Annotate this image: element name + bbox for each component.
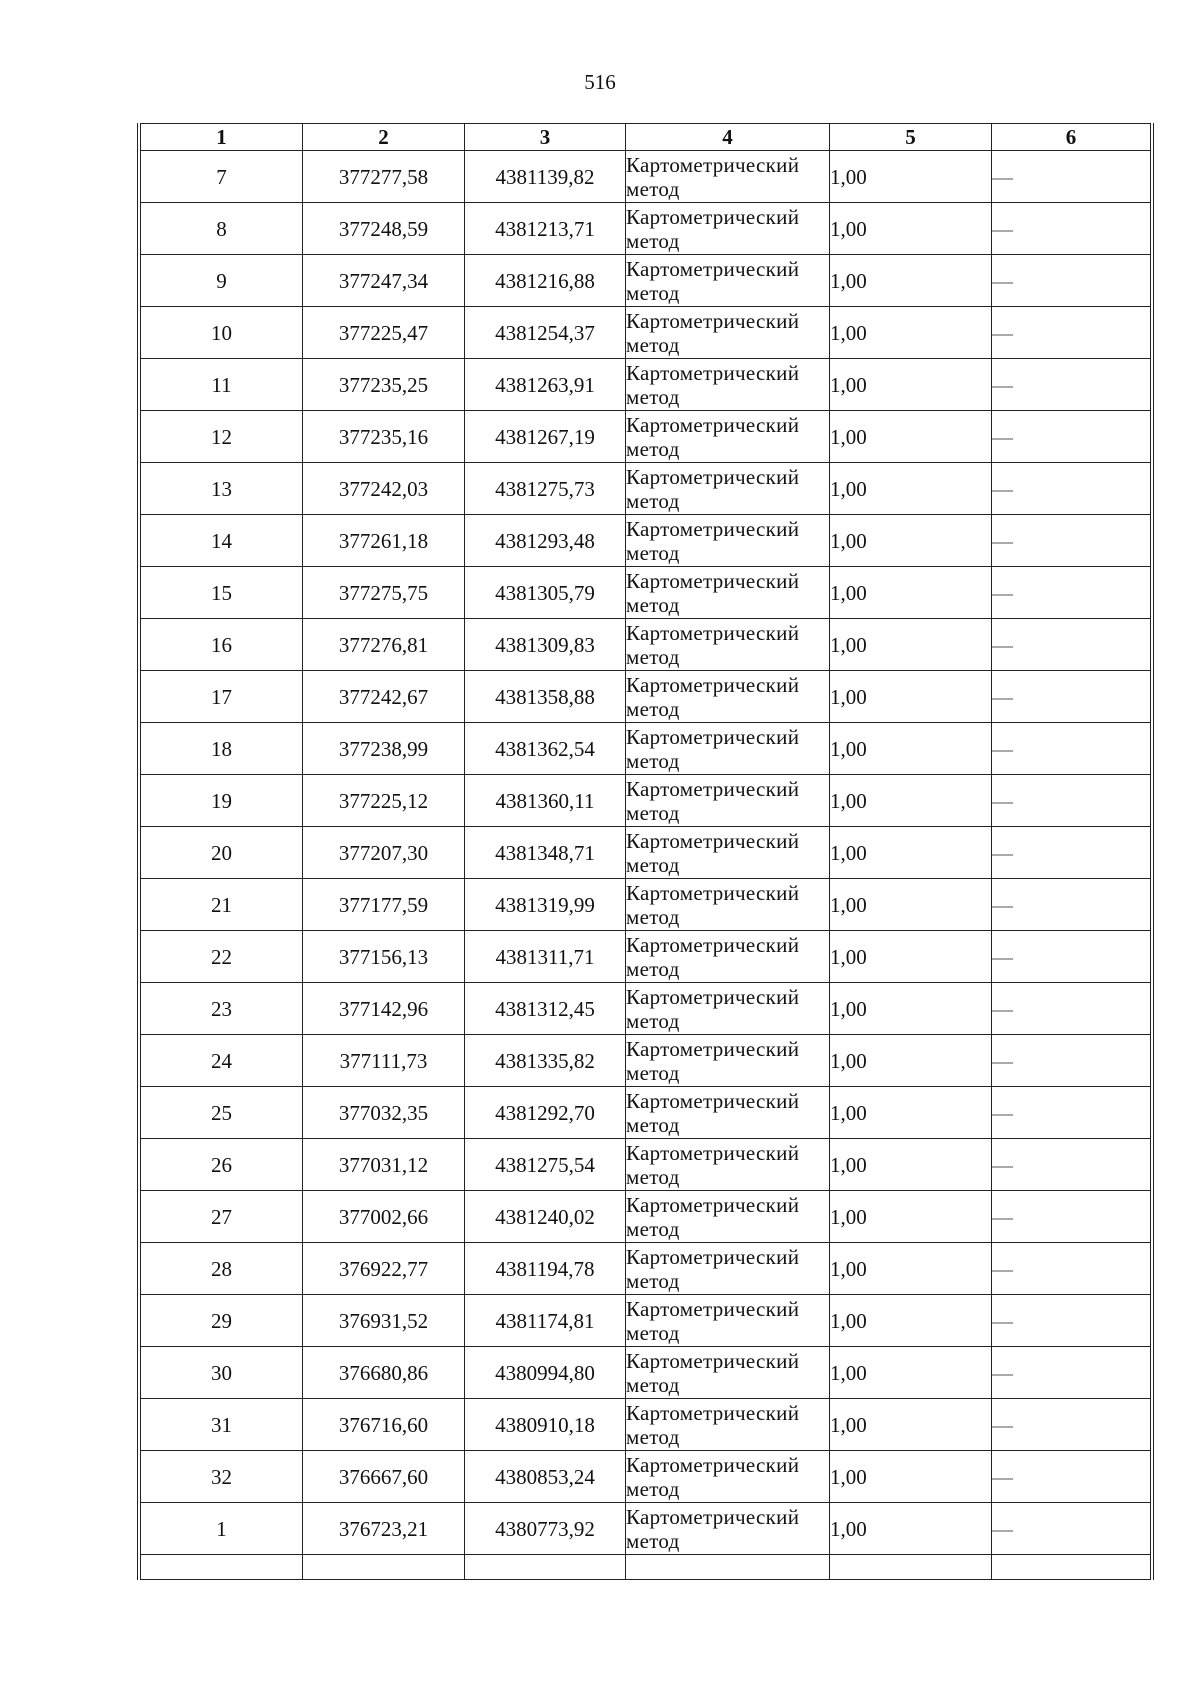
table-row — [141, 1035, 1151, 1087]
point-number-cell: 27 — [141, 1191, 303, 1243]
method-line-2: метод — [626, 956, 680, 981]
method-cell — [626, 307, 830, 359]
method-line-2: метод — [626, 332, 680, 357]
point-number-cell: 16 — [141, 619, 303, 671]
y-coordinate-cell: 4380910,18 — [465, 1399, 626, 1451]
x-coordinate-cell: 377156,13 — [303, 931, 465, 983]
accuracy-cell: 1,00 — [830, 1503, 992, 1555]
table-row — [141, 1503, 1151, 1555]
method-line-2: метод — [626, 592, 680, 617]
accuracy-cell: 1,00 — [830, 1087, 992, 1139]
accuracy-cell: 1,00 — [830, 1451, 992, 1503]
accuracy-cell: 1,00 — [830, 931, 992, 983]
y-coordinate-cell: 4381312,45 — [465, 983, 626, 1035]
accuracy-cell: 1,00 — [830, 1191, 992, 1243]
y-coordinate-cell: 4381263,91 — [465, 359, 626, 411]
table-row — [141, 1399, 1151, 1451]
point-number-cell: 23 — [141, 983, 303, 1035]
y-coordinate-cell: 4380994,80 — [465, 1347, 626, 1399]
x-coordinate-cell: 377235,16 — [303, 411, 465, 463]
y-coordinate-cell: 4381254,37 — [465, 307, 626, 359]
empty-cell — [465, 1555, 626, 1580]
coordinates-table-frame — [137, 123, 1154, 1580]
table-row — [141, 359, 1151, 411]
accuracy-cell: 1,00 — [830, 567, 992, 619]
description-cell: — — [992, 1139, 1151, 1191]
x-coordinate-cell: 377247,34 — [303, 255, 465, 307]
description-cell: — — [992, 1295, 1151, 1347]
method-cell — [626, 1139, 830, 1191]
method-line-1: Картометрический — [626, 672, 800, 697]
method-line-1: Картометрический — [626, 152, 800, 177]
x-coordinate-cell: 377242,03 — [303, 463, 465, 515]
empty-cell — [141, 1555, 303, 1580]
point-number-cell: 14 — [141, 515, 303, 567]
point-number-cell: 31 — [141, 1399, 303, 1451]
table-row — [141, 307, 1151, 359]
method-cell — [626, 723, 830, 775]
x-coordinate-cell: 376723,21 — [303, 1503, 465, 1555]
x-coordinate-cell: 377238,99 — [303, 723, 465, 775]
header-cell-5: 5 — [830, 124, 992, 151]
table-row — [141, 1087, 1151, 1139]
description-cell: — — [992, 1399, 1151, 1451]
description-cell: — — [992, 1347, 1151, 1399]
page-number: 516 — [584, 70, 616, 94]
method-line-2: метод — [626, 1216, 680, 1241]
y-coordinate-cell: 4380853,24 — [465, 1451, 626, 1503]
method-line-1: Картометрический — [626, 568, 800, 593]
x-coordinate-cell: 376931,52 — [303, 1295, 465, 1347]
empty-cell — [992, 1555, 1151, 1580]
method-cell — [626, 411, 830, 463]
description-cell: — — [992, 827, 1151, 879]
accuracy-cell: 1,00 — [830, 1139, 992, 1191]
y-coordinate-cell: 4381348,71 — [465, 827, 626, 879]
method-cell — [626, 1399, 830, 1451]
description-cell: — — [992, 723, 1151, 775]
point-number-cell: 18 — [141, 723, 303, 775]
description-cell: — — [992, 255, 1151, 307]
x-coordinate-cell: 377248,59 — [303, 203, 465, 255]
method-line-1: Картометрический — [626, 620, 800, 645]
x-coordinate-cell: 377142,96 — [303, 983, 465, 1035]
method-line-1: Картометрический — [626, 256, 800, 281]
table-row — [141, 1243, 1151, 1295]
x-coordinate-cell: 377275,75 — [303, 567, 465, 619]
description-cell: — — [992, 359, 1151, 411]
x-coordinate-cell: 377225,47 — [303, 307, 465, 359]
table-header-row — [141, 124, 1151, 151]
description-cell: — — [992, 411, 1151, 463]
point-number-cell: 8 — [141, 203, 303, 255]
accuracy-cell: 1,00 — [830, 671, 992, 723]
accuracy-cell: 1,00 — [830, 1347, 992, 1399]
accuracy-cell: 1,00 — [830, 1035, 992, 1087]
accuracy-cell: 1,00 — [830, 1243, 992, 1295]
method-line-1: Картометрический — [626, 360, 800, 385]
table-row — [141, 827, 1151, 879]
point-number-cell: 28 — [141, 1243, 303, 1295]
y-coordinate-cell: 4381305,79 — [465, 567, 626, 619]
method-line-1: Картометрический — [626, 1036, 800, 1061]
table-row — [141, 151, 1151, 203]
description-cell: — — [992, 307, 1151, 359]
x-coordinate-cell: 376716,60 — [303, 1399, 465, 1451]
method-line-1: Картометрический — [626, 1088, 800, 1113]
header-cell-6: 6 — [992, 124, 1151, 151]
method-line-2: метод — [626, 800, 680, 825]
point-number-cell: 20 — [141, 827, 303, 879]
point-number-cell: 32 — [141, 1451, 303, 1503]
x-coordinate-cell: 377277,58 — [303, 151, 465, 203]
empty-cell — [626, 1555, 830, 1580]
y-coordinate-cell: 4381358,88 — [465, 671, 626, 723]
coordinates-table — [140, 123, 1151, 1580]
accuracy-cell: 1,00 — [830, 619, 992, 671]
point-number-cell: 29 — [141, 1295, 303, 1347]
x-coordinate-cell: 377242,67 — [303, 671, 465, 723]
description-cell: — — [992, 151, 1151, 203]
x-coordinate-cell: 377207,30 — [303, 827, 465, 879]
description-cell: — — [992, 1503, 1151, 1555]
table-row — [141, 1191, 1151, 1243]
x-coordinate-cell: 377235,25 — [303, 359, 465, 411]
x-coordinate-cell: 377002,66 — [303, 1191, 465, 1243]
method-line-1: Картометрический — [626, 724, 800, 749]
method-line-2: метод — [626, 1476, 680, 1501]
table-row — [141, 255, 1151, 307]
method-line-2: метод — [626, 1112, 680, 1137]
accuracy-cell: 1,00 — [830, 827, 992, 879]
method-line-1: Картометрический — [626, 204, 800, 229]
method-cell — [626, 1347, 830, 1399]
table-row — [141, 1347, 1151, 1399]
point-number-cell: 10 — [141, 307, 303, 359]
point-number-cell: 22 — [141, 931, 303, 983]
accuracy-cell: 1,00 — [830, 1295, 992, 1347]
table-row — [141, 567, 1151, 619]
header-cell-3: 3 — [465, 124, 626, 151]
table-row — [141, 619, 1151, 671]
table-row — [141, 515, 1151, 567]
method-cell — [626, 1451, 830, 1503]
method-cell — [626, 1243, 830, 1295]
empty-cell — [830, 1555, 992, 1580]
method-cell — [626, 1035, 830, 1087]
y-coordinate-cell: 4381335,82 — [465, 1035, 626, 1087]
method-line-1: Картометрический — [626, 1296, 800, 1321]
point-number-cell: 7 — [141, 151, 303, 203]
method-line-2: метод — [626, 748, 680, 773]
method-cell — [626, 203, 830, 255]
method-line-1: Картометрический — [626, 516, 800, 541]
accuracy-cell: 1,00 — [830, 775, 992, 827]
y-coordinate-cell: 4381240,02 — [465, 1191, 626, 1243]
empty-table-row — [141, 1555, 1151, 1580]
x-coordinate-cell: 377111,73 — [303, 1035, 465, 1087]
accuracy-cell: 1,00 — [830, 151, 992, 203]
method-line-2: метод — [626, 176, 680, 201]
point-number-cell: 11 — [141, 359, 303, 411]
point-number-cell: 30 — [141, 1347, 303, 1399]
method-cell — [626, 255, 830, 307]
x-coordinate-cell: 377276,81 — [303, 619, 465, 671]
method-line-2: метод — [626, 488, 680, 513]
empty-cell — [303, 1555, 465, 1580]
method-line-2: метод — [626, 1528, 680, 1553]
method-line-1: Картометрический — [626, 880, 800, 905]
description-cell: — — [992, 567, 1151, 619]
method-line-1: Картометрический — [626, 308, 800, 333]
header-cell-1: 1 — [141, 124, 303, 151]
point-number-cell: 12 — [141, 411, 303, 463]
point-number-cell: 9 — [141, 255, 303, 307]
method-line-2: метод — [626, 540, 680, 565]
method-line-2: метод — [626, 1372, 680, 1397]
point-number-cell: 25 — [141, 1087, 303, 1139]
point-number-cell: 21 — [141, 879, 303, 931]
description-cell: — — [992, 671, 1151, 723]
method-cell — [626, 359, 830, 411]
table-row — [141, 775, 1151, 827]
accuracy-cell: 1,00 — [830, 879, 992, 931]
y-coordinate-cell: 4381213,71 — [465, 203, 626, 255]
method-cell — [626, 567, 830, 619]
method-line-2: метод — [626, 852, 680, 877]
y-coordinate-cell: 4381275,54 — [465, 1139, 626, 1191]
method-cell — [626, 1191, 830, 1243]
method-line-1: Картометрический — [626, 1244, 800, 1269]
table-row — [141, 1139, 1151, 1191]
method-cell — [626, 827, 830, 879]
method-line-2: метод — [626, 1008, 680, 1033]
accuracy-cell: 1,00 — [830, 983, 992, 1035]
method-cell — [626, 1295, 830, 1347]
method-cell — [626, 879, 830, 931]
description-cell: — — [992, 775, 1151, 827]
method-line-1: Картометрический — [626, 984, 800, 1009]
method-line-2: метод — [626, 280, 680, 305]
x-coordinate-cell: 377225,12 — [303, 775, 465, 827]
method-cell — [626, 671, 830, 723]
y-coordinate-cell: 4381139,82 — [465, 151, 626, 203]
y-coordinate-cell: 4381293,48 — [465, 515, 626, 567]
method-cell — [626, 463, 830, 515]
x-coordinate-cell: 376922,77 — [303, 1243, 465, 1295]
method-cell — [626, 1087, 830, 1139]
table-row — [141, 983, 1151, 1035]
method-line-1: Картометрический — [626, 412, 800, 437]
header-cell-2: 2 — [303, 124, 465, 151]
point-number-cell: 19 — [141, 775, 303, 827]
table-row — [141, 203, 1151, 255]
y-coordinate-cell: 4381292,70 — [465, 1087, 626, 1139]
point-number-cell: 1 — [141, 1503, 303, 1555]
table-row — [141, 723, 1151, 775]
description-cell: — — [992, 515, 1151, 567]
method-cell — [626, 151, 830, 203]
accuracy-cell: 1,00 — [830, 411, 992, 463]
y-coordinate-cell: 4381362,54 — [465, 723, 626, 775]
description-cell: — — [992, 1191, 1151, 1243]
method-line-1: Картометрический — [626, 1452, 800, 1477]
description-cell: — — [992, 1087, 1151, 1139]
y-coordinate-cell: 4381216,88 — [465, 255, 626, 307]
table-row — [141, 463, 1151, 515]
x-coordinate-cell: 377177,59 — [303, 879, 465, 931]
method-line-2: метод — [626, 1320, 680, 1345]
table-body — [141, 151, 1151, 1580]
table-row — [141, 1451, 1151, 1503]
method-line-2: метод — [626, 1164, 680, 1189]
table-row — [141, 411, 1151, 463]
accuracy-cell: 1,00 — [830, 515, 992, 567]
method-cell — [626, 931, 830, 983]
description-cell: — — [992, 203, 1151, 255]
method-cell — [626, 1503, 830, 1555]
point-number-cell: 15 — [141, 567, 303, 619]
accuracy-cell: 1,00 — [830, 463, 992, 515]
method-cell — [626, 619, 830, 671]
accuracy-cell: 1,00 — [830, 203, 992, 255]
method-line-1: Картометрический — [626, 1192, 800, 1217]
y-coordinate-cell: 4381194,78 — [465, 1243, 626, 1295]
method-line-1: Картометрический — [626, 828, 800, 853]
method-line-2: метод — [626, 436, 680, 461]
point-number-cell: 24 — [141, 1035, 303, 1087]
method-line-2: метод — [626, 1424, 680, 1449]
method-line-1: Картометрический — [626, 1400, 800, 1425]
y-coordinate-cell: 4381319,99 — [465, 879, 626, 931]
x-coordinate-cell: 377261,18 — [303, 515, 465, 567]
y-coordinate-cell: 4381309,83 — [465, 619, 626, 671]
y-coordinate-cell: 4381360,11 — [465, 775, 626, 827]
method-line-2: метод — [626, 1268, 680, 1293]
method-cell — [626, 515, 830, 567]
y-coordinate-cell: 4381174,81 — [465, 1295, 626, 1347]
accuracy-cell: 1,00 — [830, 359, 992, 411]
y-coordinate-cell: 4381311,71 — [465, 931, 626, 983]
y-coordinate-cell: 4381275,73 — [465, 463, 626, 515]
description-cell: — — [992, 1035, 1151, 1087]
accuracy-cell: 1,00 — [830, 307, 992, 359]
description-cell: — — [992, 619, 1151, 671]
method-cell — [626, 983, 830, 1035]
method-line-2: метод — [626, 228, 680, 253]
point-number-cell: 26 — [141, 1139, 303, 1191]
description-cell: — — [992, 879, 1151, 931]
accuracy-cell: 1,00 — [830, 1399, 992, 1451]
method-line-2: метод — [626, 904, 680, 929]
method-line-2: метод — [626, 1060, 680, 1085]
description-cell: — — [992, 983, 1151, 1035]
y-coordinate-cell: 4381267,19 — [465, 411, 626, 463]
table-row — [141, 879, 1151, 931]
x-coordinate-cell: 377031,12 — [303, 1139, 465, 1191]
method-line-1: Картометрический — [626, 776, 800, 801]
point-number-cell: 13 — [141, 463, 303, 515]
point-number-cell: 17 — [141, 671, 303, 723]
x-coordinate-cell: 377032,35 — [303, 1087, 465, 1139]
method-line-1: Картометрический — [626, 1140, 800, 1165]
header-cell-4: 4 — [626, 124, 830, 151]
table-row — [141, 671, 1151, 723]
method-line-2: метод — [626, 696, 680, 721]
method-line-2: метод — [626, 384, 680, 409]
method-line-1: Картометрический — [626, 1348, 800, 1373]
method-line-1: Картометрический — [626, 1504, 800, 1529]
accuracy-cell: 1,00 — [830, 723, 992, 775]
method-cell — [626, 775, 830, 827]
description-cell: — — [992, 463, 1151, 515]
method-line-1: Картометрический — [626, 464, 800, 489]
description-cell: — — [992, 931, 1151, 983]
table-row — [141, 1295, 1151, 1347]
description-cell: — — [992, 1451, 1151, 1503]
accuracy-cell: 1,00 — [830, 255, 992, 307]
method-line-1: Картометрический — [626, 932, 800, 957]
method-line-2: метод — [626, 644, 680, 669]
x-coordinate-cell: 376667,60 — [303, 1451, 465, 1503]
x-coordinate-cell: 376680,86 — [303, 1347, 465, 1399]
y-coordinate-cell: 4380773,92 — [465, 1503, 626, 1555]
table-row — [141, 931, 1151, 983]
description-cell: — — [992, 1243, 1151, 1295]
